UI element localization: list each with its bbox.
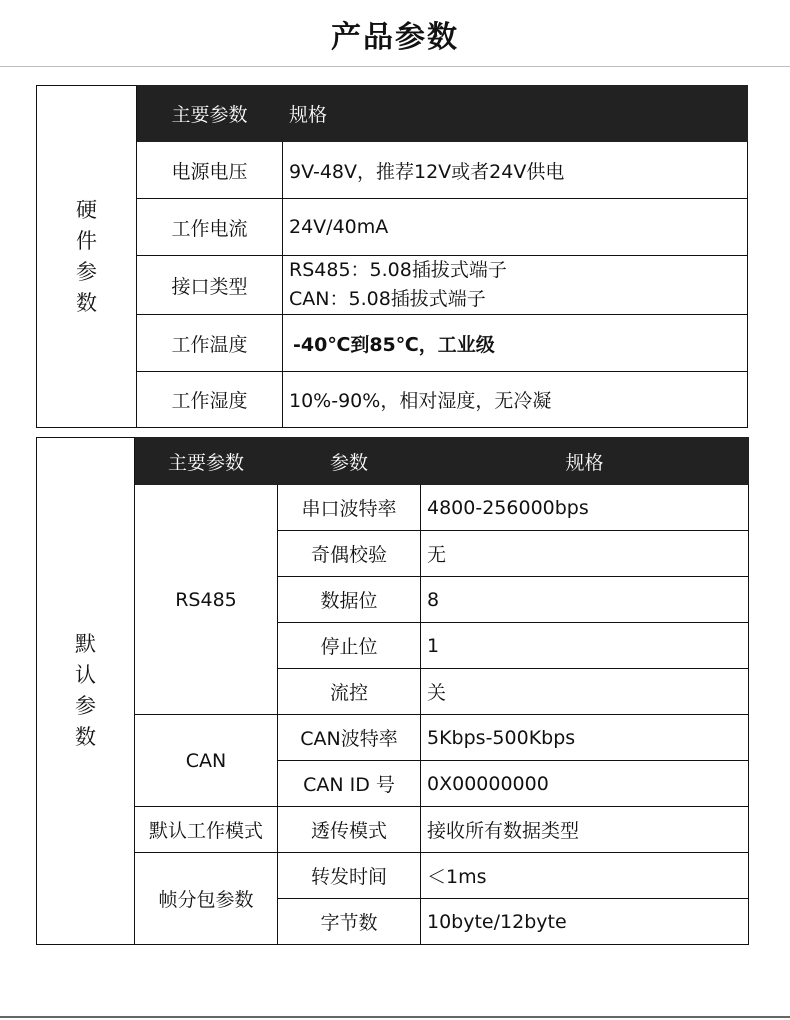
header-spec: 规格 bbox=[283, 86, 748, 142]
param-cell: CAN波特率 bbox=[278, 715, 421, 761]
param-cell: 工作电流 bbox=[137, 199, 283, 256]
spec-cell: 接收所有数据类型 bbox=[421, 807, 749, 853]
param-cell: CAN ID 号 bbox=[278, 761, 421, 807]
spec-cell: 关 bbox=[421, 669, 749, 715]
spec-line-rs485: RS485：5.08插拔式端子 bbox=[289, 259, 507, 281]
param-cell: 流控 bbox=[278, 669, 421, 715]
hardware-section-label: 硬 件 参 数 bbox=[37, 86, 137, 428]
hardware-params-table bbox=[36, 85, 748, 428]
spec-cell: 10%-90%，相对湿度，无冷凝 bbox=[283, 372, 748, 428]
header-param: 参数 bbox=[278, 438, 421, 485]
table-header-row bbox=[37, 86, 748, 142]
page-title: 产品参数 bbox=[331, 20, 459, 55]
param-cell: 停止位 bbox=[278, 623, 421, 669]
param-cell: 工作温度 bbox=[137, 315, 283, 372]
spec-cell: 无 bbox=[421, 531, 749, 577]
spec-cell: 8 bbox=[421, 577, 749, 623]
title-divider bbox=[0, 66, 790, 67]
table-row bbox=[37, 807, 749, 853]
table-row bbox=[37, 715, 749, 761]
table-row bbox=[37, 372, 748, 428]
spec-cell: 24V/40mA bbox=[283, 199, 748, 256]
group-cell-frame-packet: 帧分包参数 bbox=[135, 853, 278, 945]
param-cell: 透传模式 bbox=[278, 807, 421, 853]
param-cell: 奇偶校验 bbox=[278, 531, 421, 577]
table-row bbox=[37, 485, 749, 531]
group-cell-default-mode: 默认工作模式 bbox=[135, 807, 278, 853]
default-params-table bbox=[36, 437, 749, 945]
header-main: 主要参数 bbox=[135, 438, 278, 485]
table-row bbox=[37, 199, 748, 256]
header-spec: 规格 bbox=[421, 438, 749, 485]
param-cell: 转发时间 bbox=[278, 853, 421, 899]
group-cell-can: CAN bbox=[135, 715, 278, 807]
spec-cell: ＜1ms bbox=[421, 853, 749, 899]
param-cell: 接口类型 bbox=[137, 256, 283, 315]
defaults-section-label: 默 认 参 数 bbox=[37, 438, 135, 945]
spec-cell: 10byte/12byte bbox=[421, 899, 749, 945]
group-cell-rs485: RS485 bbox=[135, 485, 278, 715]
spec-cell bbox=[283, 256, 748, 315]
table-row bbox=[37, 256, 748, 315]
spec-cell: 5Kbps-500Kbps bbox=[421, 715, 749, 761]
param-cell: 串口波特率 bbox=[278, 485, 421, 531]
table-row bbox=[37, 315, 748, 372]
spec-cell: 9V-48V，推荐12V或者24V供电 bbox=[283, 142, 748, 199]
spec-line-can: CAN：5.08插拔式端子 bbox=[289, 288, 486, 310]
spec-cell: 1 bbox=[421, 623, 749, 669]
spec-cell: 0X00000000 bbox=[421, 761, 749, 807]
param-cell: 电源电压 bbox=[137, 142, 283, 199]
bottom-divider bbox=[0, 1016, 790, 1018]
table-row bbox=[37, 142, 748, 199]
table-row bbox=[37, 853, 749, 899]
spec-cell: -40℃到85℃，工业级 bbox=[283, 315, 748, 372]
table-header-row bbox=[37, 438, 749, 485]
param-cell: 数据位 bbox=[278, 577, 421, 623]
header-param: 主要参数 bbox=[137, 86, 283, 142]
param-cell: 工作湿度 bbox=[137, 372, 283, 428]
spec-cell: 4800-256000bps bbox=[421, 485, 749, 531]
param-cell: 字节数 bbox=[278, 899, 421, 945]
